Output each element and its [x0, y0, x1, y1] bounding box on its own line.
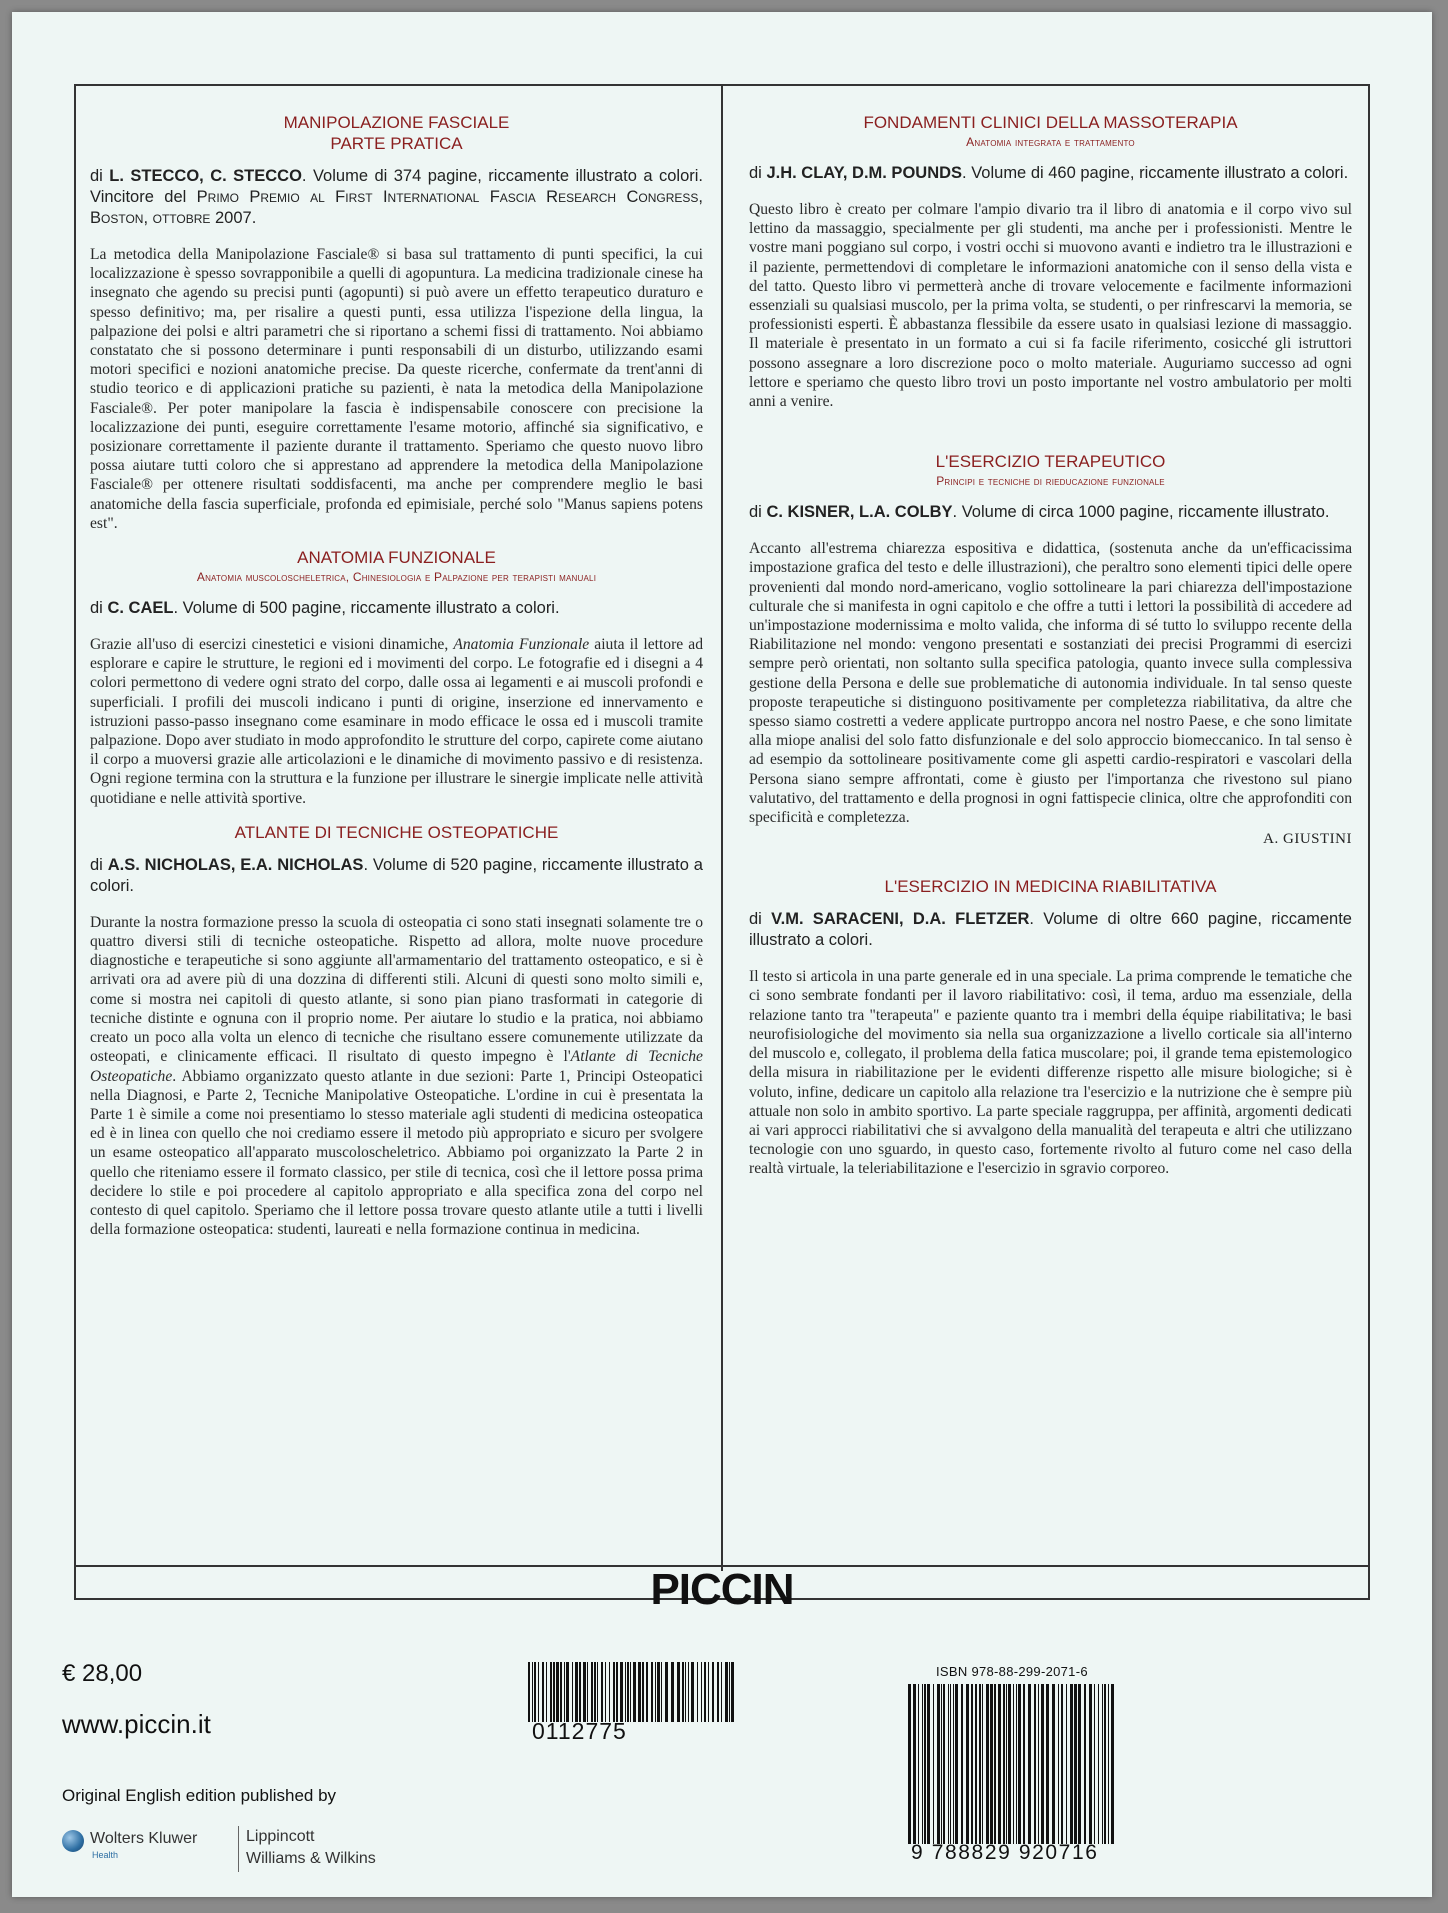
award-text: Primo Premio al First International Fascia Research Congress, Boston, ottobre 2007.: [90, 188, 703, 227]
price: € 28,00: [62, 1660, 143, 1687]
book-description: [90, 635, 703, 808]
description-italic: Anatomia Funzionale: [453, 636, 590, 654]
book-title: L'ESERCIZIO TERAPEUTICO: [935, 452, 1166, 472]
right-column: [723, 86, 1370, 1571]
book-authors: C. CAEL: [107, 599, 174, 618]
book-description: Il testo si articola in una parte generale ed in una speciale. La prima comprende le tematiche che ci sono sembrate fondanti per il lavoro riabilitativo: così, il tema, arduo ma essenziale, della relazione tanto tra "terapeuta" e paziente quanto tra i membri della équipe riabilitativa; le basi neurofisiologiche del movimento sia nella sua organizzazione a livello corticale sia all'interno del muscolo e, collegato, il problema della fatica muscolare; poi, il grande tema epistemologico della misura in riabilitazione per le evidenti differenze rispetto alle misure biologiche; si è voluto, infine, dedicare un capitolo alla relazione tra l'esercizio e la nutrizione che è sempre più attuale non solo in ambito sportivo. La parte speciale raggruppa, per affinità, argomenti dedicati ai vari approcci riabilitativi che si avvalgono della manualità del terapeuta e altri che utilizzano tecnologie con uno sguardo, in questo caso, fortemente rivolto al futuro come nel caso della realtà virtuale, la teleriabilitazione e l'esercizio in sgravio corporeo.: [749, 968, 1352, 1178]
description-part: aiuta il lettore ad esplorare e capire le strutture, le regioni ed i movimenti del corpo. Le fotografie ed i disegni a 4 colori permettono di vedere ogni strato del corpo, dalle ossa ai legamenti e ai muscoli profondi e superficiali. I profili dei muscoli indicano i punti di origine, inserzione ed innervamento e istruzioni passo-passo insegnano come esaminare in modo efficace le ossa ed i muscoli tramite palpazione. Dopo aver studiato in modo approfondito le strutture del corpo, capirete come aiutano il corpo a muoversi grazie alle articolazioni e le dinamiche di movimento passivo e di resistenza. Ogni regione termina con la struttura e la funzione per illustrare le sinergie implicate nelle attività quotidiane e nelle attività sportive.: [90, 636, 703, 807]
lww-line: Williams & Wilkins: [246, 1850, 376, 1867]
book-anatomia-funzionale: [90, 547, 703, 808]
wk-health: Health: [92, 1850, 119, 1860]
wk-name: Wolters Kluwer: [90, 1830, 198, 1847]
book-authors: A.S. NICHOLAS, E.A. NICHOLAS: [107, 855, 364, 874]
byline-text: . Volume di 374 pagine, riccamente illustrato a colori. Vincitore del: [90, 167, 703, 206]
book-title: ATLANTE DI TECNICHE OSTEOPATICHE: [234, 822, 559, 842]
book-byline: di L. STECCO, C. STECCO. Volume di 374 pagine, riccamente illustrato a colori. Vincitore del Primo Premio al First International Fascia Research Congress, Boston, ottobre 2007.: [90, 167, 703, 227]
book-atlante-osteopatiche: [90, 822, 703, 1239]
byline-text: . Volume di oltre 660 pagine, riccamente illustrato a colori.: [749, 910, 1352, 950]
byline-text: . Volume di 520 pagine, riccamente illustrato a colori.: [90, 855, 703, 895]
book-description: Questo libro è creato per colmare l'ampio divario tra il libro di anatomia e il corpo vivo sul lettino da massaggio, specialmente per gli studenti, ma anche per i professionisti. Mentre le vostre mani poggiano sul corpo, i vostri occhi si muovono avanti e indietro tra le illustrazioni e il paziente, permettendovi di completare le informazioni anatomiche con il senso della vista e del tatto. Questo libro vi permetterà anche di trovare velocemente e facilmente informazioni essenziali su qualsiasi muscolo, per la prima volta, se studenti, o per rinfrescarvi la memoria, se professionisti esperti. È abbastanza flessibile da essere usato in qualsiasi lezione di massaggio. Il materiale è presentato in un formato a cui si fa facile riferimento, cosicché gli istruttori possono assegnare a loro discrezione poco o molto materiale. Auguriamo successo ad ogni lettore e speriamo che questo libro trovi un posto importante nel vostro ambulatorio per molti anni a venire.: [749, 201, 1352, 411]
book-subtitle: PARTE PRATICA: [330, 134, 463, 153]
isbn-label: ISBN 978-88-299-2071-6: [936, 1664, 1088, 1679]
isbn-digits: 9 788829 920716: [911, 1841, 1099, 1864]
book-byline: di A.S. NICHOLAS, E.A. NICHOLAS. Volume di 520 pagine, riccamente illustrato a colori.: [90, 855, 703, 895]
original-edition-note: Original English edition published by: [62, 1786, 337, 1805]
book-subtitle: Anatomia muscoloscheletrica, Chinesiologia e Palpazione per terapisti manuali: [196, 570, 597, 585]
book-description: Accanto all'estrema chiarezza espositiva e didattica, (sostenuta anche da un'efficacissima impostazione grafica del testo e delle illustrazioni), che peraltro sono elementi tipici delle opere provenienti dal mondo nord-americano, voglio sottolineare la pari chiarezza dell'impostazione culturale che si manifesta in ogni capitolo e che offre a tutti i lettori la possibilità di accedere ad un'impostazione modernissima e molto valida, che informa di sé tutto lo sviluppo recente della Riabilitazione nel mondo: vengono presentati e sostanziati dei precisi Programmi di esercizi sempre però orientati, non soltanto sulla specifica patologia, quanto invece sulla complessiva gestione della Persona e delle sue problematiche di autonomia individuale. In tal senso queste proposte terapeutiche si distinguono positivamente per completezza riabilitativa, da altre che spesso siamo costretti a vedere applicate purtroppo ancora nel nostro Paese, e che sono limitate alla miope analisi del solo fatto disfunzionale e del solo approccio biomeccanico. In tal senso è ad esempio da sottolineare positivamente come gli aspetti cardio-respiratori e vascolari della Persona siano sempre affrontati, come è giusto per l'importanza che rivestono sul piano valutativo, del trattamento e della prognosi in ogni fattispecie clinica, oltre che approfonditi con specificità e completezza.: [749, 540, 1352, 827]
left-column: [76, 86, 723, 1571]
publisher-band: [76, 1565, 1368, 1614]
website-link[interactable]: www.piccin.it: [62, 1709, 211, 1739]
book-medicina-riabilitativa: [749, 876, 1352, 1178]
cover-footer: [12, 1600, 1432, 1897]
description-part: Grazie all'uso di esercizi cinestetici e visioni dinamiche,: [90, 636, 454, 654]
book-authors: C. KISNER, L.A. COLBY: [766, 503, 953, 522]
book-subtitle: Anatomia integrata e trattamento: [966, 135, 1135, 149]
book-fondamenti-massoterapia: [749, 112, 1352, 411]
book-title: ANATOMIA FUNZIONALE: [297, 548, 496, 568]
description-part: Durante la nostra formazione presso la scuola di osteopatia ci sono stati insegnati solamente tre o quattro diversi stili di tecniche osteopatiche. Rispetto ad allora, molte nuove procedure diagnostiche e terapeutiche si sono aggiunte all'armamentario del trattamento osteopatico, e si è arrivati ora ad avere più di una dozzina di differenti stili. Alcuni di questi sono molto simili e, come si mostra nei capitoli di questo atlante, si sono pian piano trasformati in categorie di tecniche distinte e ognuna con il proprio nome. Per aiutare lo studio e la pratica, noi abbiamo creato un poco alla volta un elenco di tecniche che risultano essere comunemente utilizzate da osteopati, e clinicamente efficaci. Il risultato di questo impegno è l': [90, 913, 703, 1066]
book-description: La metodica della Manipolazione Fasciale® si basa sul trattamento di punti specifici, la cui localizzazione è spesso sovrapponibile a quelli di agopuntura. La medicina tradizionale cinese ha insegnato che agendo su precisi punti (agopunti) si può avere un effetto terapeutico duraturo e spesso definitivo; ma, per risalire a questi punti, essa utilizza l'ispezione della lingua, la palpazione dei polsi e altri parametri che si riportano a schemi fissi di trattamento. Noi abbiamo constatato che si possono determinare i punti responsabili di un disturbo, utilizzando esami motori specifici e nozioni anatomiche precise. Da queste ricerche, confermate da trent'anni di studio teorico e di applicazioni pratiche su pazienti, è nata la metodica della Manipolazione Fasciale®. Per poter manipolare la fascia è indispensabile conoscere con precisione la localizzazione dei punti, eseguire correttamente l'esame motorio, affinché sia significativo, e posizionare correttamente il paziente durante il trattamento. Speriamo che questo nuovo libro possa aiutare tutti coloro che si apprestano ad apprendere la metodica della Manipolazione Fasciale® per ottenere risultati soddisfacenti, ma anche per comprendere meglio le basi anatomiche della fascia superficiale, profonda ed epimisiale, perché solo "Manus sapiens potens est".: [90, 246, 703, 532]
byline-text: . Volume di circa 1000 pagine, riccamente illustrato.: [952, 503, 1330, 522]
book-authors: L. STECCO, C. STECCO: [109, 167, 302, 185]
byline-text: . Volume di 500 pagine, riccamente illustrato a colori.: [173, 599, 560, 618]
description-italic: Atlante di Tecniche Osteopatiche: [90, 1048, 703, 1085]
book-authors: J.H. CLAY, D.M. POUNDS: [766, 164, 963, 182]
review-signature: A. GIUSTINI: [1263, 831, 1352, 848]
book-title: L'ESERCIZIO IN MEDICINA RIABILITATIVA: [884, 877, 1217, 897]
back-cover: [12, 12, 1432, 1897]
catalog-frame: [74, 84, 1370, 1614]
book-esercizio-terapeutico: [749, 451, 1352, 848]
book-byline: di C. KISNER, L.A. COLBY. Volume di circa 1000 pagine, riccamente illustrato.: [749, 503, 1330, 522]
isbn-barcode-icon: [908, 1684, 1116, 1844]
book-manipolazione-fasciale: [90, 112, 703, 533]
book-authors: V.M. SARACENI, D.A. FLETZER: [771, 910, 1030, 929]
book-title: FONDAMENTI CLINICI DELLA MASSOTERAPIA: [863, 113, 1238, 132]
logo-divider: [238, 1826, 239, 1872]
book-title: MANIPOLAZIONE FASCIALE: [283, 113, 510, 132]
piccin-logo: PICCIN: [650, 1565, 794, 1614]
book-description: [90, 913, 703, 1239]
lww-line: Lippincott: [246, 1828, 315, 1845]
book-byline: di C. CAEL. Volume di 500 pagine, riccamente illustrato a colori.: [90, 599, 560, 618]
byline-text: . Volume di 460 pagine, riccamente illustrato a colori.: [962, 164, 1349, 182]
book-byline: di J.H. CLAY, D.M. POUNDS. Volume di 460 pagine, riccamente illustrato a colori.: [749, 164, 1349, 182]
barcode-icon: [528, 1662, 734, 1722]
globe-icon: [62, 1830, 84, 1852]
description-part: . Abbiamo organizzato questo atlante in due sezioni: Parte 1, Principi Osteopatici nella Diagnosi, e Parte 2, Tecniche Manipolative Osteopatiche. L'ordine in cui è presentata la Parte 1 è simile a come noi presentiamo lo stesso materiale agli studenti di medicina osteopatica ed è in linea con quello che noi crediamo essere il metodo più appropriato e sicuro per svolgere un esame osteopatico all'apparato muscoloscheletrico. Abbiamo poi organizzato la Parte 2 in quello che riteniamo essere il formato classico, per stile di tecnica, così che il lettore possa prima decidere lo stile e poi procedere al capitolo appropriato e alla specifica zona del corpo nel contesto di quel capitolo. Speriamo che il lettore possa trovare questo atlante utile a tutti i livelli della formazione osteopatica: studenti, laureati e nella formazione continua in medicina.: [90, 1067, 703, 1239]
barcode-number: 0112775: [532, 1718, 627, 1744]
book-byline: di V.M. SARACENI, D.A. FLETZER. Volume di oltre 660 pagine, riccamente illustrato a colori.: [749, 910, 1352, 950]
lww-name: [246, 1826, 376, 1870]
book-subtitle: Principi e tecniche di rieducazione funzionale: [936, 474, 1165, 489]
